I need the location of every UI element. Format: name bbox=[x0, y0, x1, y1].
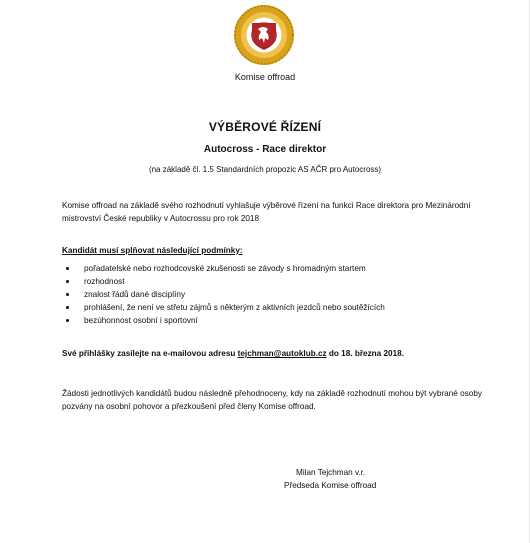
email-link[interactable]: tejchman@autoklub.cz bbox=[237, 349, 327, 358]
autoklub-logo-icon bbox=[233, 4, 295, 66]
list-item bbox=[62, 314, 385, 327]
signatory-role: Předseda Komise offroad bbox=[284, 481, 377, 490]
bullet-icon bbox=[66, 280, 69, 283]
condition-text: znalost řádů dané disciplíny bbox=[84, 290, 186, 299]
list-item bbox=[62, 301, 385, 314]
condition-text: bezúhonnost osobní i sportovní bbox=[84, 316, 198, 325]
intro-paragraph: Komise offroad na základě svého rozhodnutí vyhlašuje výběrové řízení na funkci Race direktora pro Mezinárodní mistrovství České republiky v Autocrossu pro rok 2018 bbox=[62, 201, 471, 223]
application-instructions bbox=[62, 349, 404, 358]
bullet-icon bbox=[66, 319, 69, 322]
conditions-list bbox=[62, 262, 385, 327]
condition-text: rozhodnost bbox=[84, 277, 125, 286]
application-prefix: Své přihlášky zasílejte na e-mailovou adresu bbox=[62, 349, 238, 358]
condition-text: pořadatelské nebo rozhodcovské zkušenosti se závody s hromadným startem bbox=[84, 264, 366, 273]
list-item bbox=[62, 275, 385, 288]
list-item bbox=[62, 262, 385, 275]
legal-basis: (na základě čl. 1.5 Standardních propozic AS AČR pro Autocross) bbox=[148, 165, 382, 174]
condition-text: prohlášení, že není ve střetu zájmů s některým z aktivních jezdců nebo soutěžících bbox=[84, 303, 385, 312]
bullet-icon bbox=[66, 293, 69, 296]
bullet-icon bbox=[66, 306, 69, 309]
bullet-icon bbox=[66, 267, 69, 270]
conditions-heading: Kandidát musí splňovat následující podmínky: bbox=[62, 246, 243, 255]
notice-paragraph: Žádosti jednotlivých kandidátů budou následně přehodnoceny, kdy na základě rozhodnutí mohou být vybrané osoby pozvány na osobní pohovor a přezkoušení před členy Komise offroad. bbox=[62, 389, 482, 411]
signatory-name: Milan Tejchman v.r. bbox=[296, 468, 366, 477]
document-subtitle: Autocross - Race direktor bbox=[203, 144, 327, 155]
signature-block bbox=[284, 466, 376, 492]
list-item bbox=[62, 288, 385, 301]
application-deadline: do 18. března 2018. bbox=[326, 349, 404, 358]
committee-name: Komise offroad bbox=[234, 72, 296, 82]
document-title: VÝBĚROVÉ ŘÍZENÍ bbox=[208, 120, 322, 134]
